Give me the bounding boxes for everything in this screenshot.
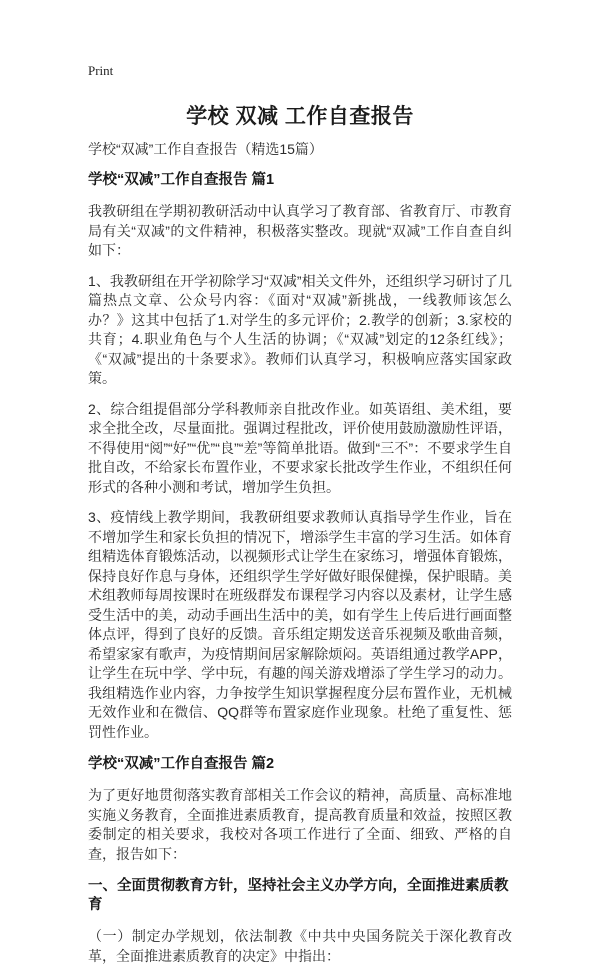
document-subtitle: 学校“双减”工作自查报告（精选15篇） — [88, 141, 323, 157]
subsection-heading-one: 一、全面贯彻教育方针，坚持社会主义办学方向，全面推进素质教育 — [88, 878, 509, 913]
section-heading-part2: 学校“双减”工作自查报告 篇2 — [88, 756, 275, 772]
paragraph-subitem-one: （一）制定办学规划，依法制教《中共中央国务院关于深化教育改革，全面推进素质教育的决定》中指出： — [88, 928, 512, 964]
print-link[interactable]: Print — [88, 63, 114, 78]
paragraph-item-2: 2、综合组提倡部分学科教师亲自批改作业。如英语组、美术组，要求全批全改，尽量面批。强调过程批改，评价使用鼓励激励性评语，不得使用“阅”“好”“优”“良”“差”等简单批语。做到“三不”：不要求学生自批自改，不给家长布置作业，不要求家长批改学生作业，不组织任何形式的各种小测和考试，增加学生负担。 — [88, 400, 512, 495]
paragraph-intro-part1: 我教研组在学期初教研活动中认真学习了教育部、省教育厅、市教育局有关“双减”的文件精神，积极落实整改。现就“双减”工作自查自纠如下： — [88, 203, 512, 258]
paragraph-intro-part2: 为了更好地贯彻落实教育部相关工作会议的精神，高质量、高标准地实施义务教育，全面推进素质教育，提高教育质量和效益，按照区教委制定的相关要求，我校对各项工作进行了全面、细致、严格的自查，报告如下： — [88, 787, 512, 862]
paragraph-item-3: 3、疫情线上教学期间，我教研组要求教师认真指导学生作业，旨在不增加学生和家长负担的情况下，增添学生丰富的学习生活。如体育组精选体育锻炼活动，以视频形式让学生在家练习，增强体育锻炼，保持良好作息与身体，还组织学生学好做好眼保健操，保护眼睛。美术组教师每周按课时在班级群发布课程学习内容以及素材，让学生感受生活中的美，动动手画出生活中的美，如有学生上传后进行画面整体点评，得到了良好的反馈。音乐组定期发送音乐视频及歌曲音频，希望家家有歌声，为疫情期间居家解除烦闷。英语组通过教学APP，让学生在玩中学、学中玩，有趣的闯关游戏增添了学生学习的动力。我组精选作业内容，力争按学生知识掌握程度分层布置作业，无机械无效作业和在微信、QQ群等布置家庭作业现象。杜绝了重复性、惩罚性作业。 — [88, 509, 512, 740]
section-heading-part1: 学校“双减”工作自查报告 篇1 — [88, 172, 275, 188]
paragraph-item-1: 1、我教研组在开学初除学习“双减”相关文件外，还组织学习研讨了几篇热点文章、公众号内容：《面对“双减”新挑战，一线教师该怎么办？》这其中包括了1.对学生的多元评价；2.教学的创新；3.家校的共育；4.职业角色与个人生活的协调；《“双减”划定的12条红线》；《“双减”提出的十条要求》。教师们认真学习，积极响应落实国家政策。 — [88, 272, 512, 386]
page-title: 学校 双减 工作自查报告 — [186, 105, 414, 128]
